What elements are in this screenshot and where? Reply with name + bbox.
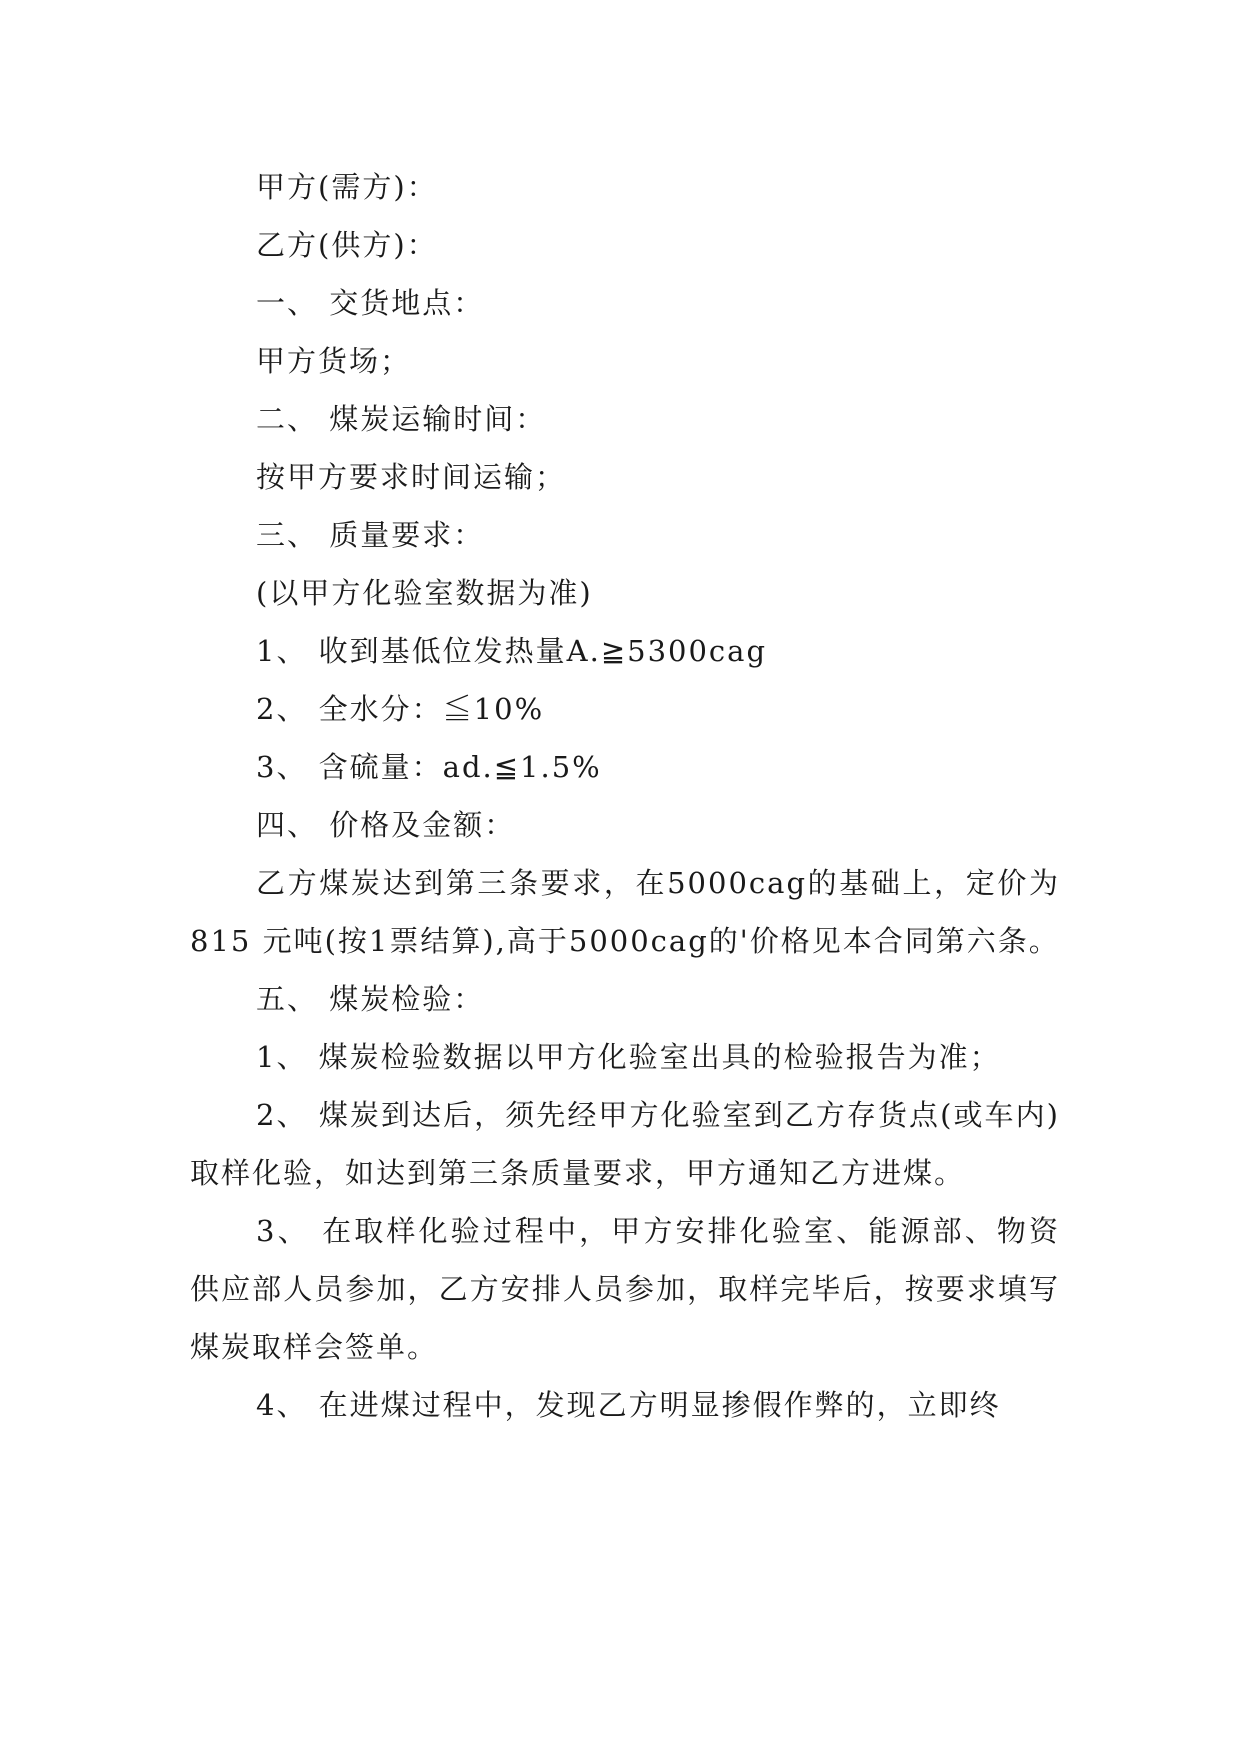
inspection-item-2: 2、 煤炭到达后，须先经甲方化验室到乙方存货点(或车内)取样化验，如达到第三条质量要求，甲方通知乙方进煤。	[190, 1098, 1060, 1190]
price-paragraph: 乙方煤炭达到第三条要求，在5000cag的基础上，定价为815 元吨(按1票结算),高于5000cag的'价格见本合同第六条。	[190, 866, 1060, 958]
quality-item-1: 1、 收到基低位发热量A.≧5300cag	[256, 634, 768, 668]
section-heading-inspection: 五、 煤炭检验：	[256, 982, 485, 1016]
delivery-place: 甲方货场；	[256, 344, 412, 378]
section-heading-delivery: 一、 交货地点：	[256, 286, 485, 320]
section-heading-transport: 二、 煤炭运输时间：	[256, 402, 547, 436]
party-b-line: 乙方(供方)：	[256, 228, 438, 262]
section-heading-quality: 三、 质量要求：	[256, 518, 485, 552]
inspection-item-4: 4、 在进煤过程中，发现乙方明显掺假作弊的，立即终	[256, 1388, 1001, 1422]
party-a-line: 甲方(需方)：	[256, 170, 438, 204]
inspection-item-1: 1、 煤炭检验数据以甲方化验室出具的检验报告为准；	[256, 1040, 1001, 1074]
transport-time: 按甲方要求时间运输；	[256, 460, 567, 494]
quality-item-2: 2、 全水分：≦10%	[256, 692, 545, 726]
inspection-item-3: 3、 在取样化验过程中，甲方安排化验室、能源部、物资供应部人员参加，乙方安排人员参加，取样完毕后，按要求填写煤炭取样会签单。	[190, 1214, 1060, 1364]
section-heading-price: 四、 价格及金额：	[256, 808, 516, 842]
contract-body	[190, 158, 1060, 1434]
quality-item-3: 3、 含硫量：ad.≦1.5%	[256, 750, 602, 784]
quality-note: (以甲方化验室数据为准)	[256, 576, 593, 610]
